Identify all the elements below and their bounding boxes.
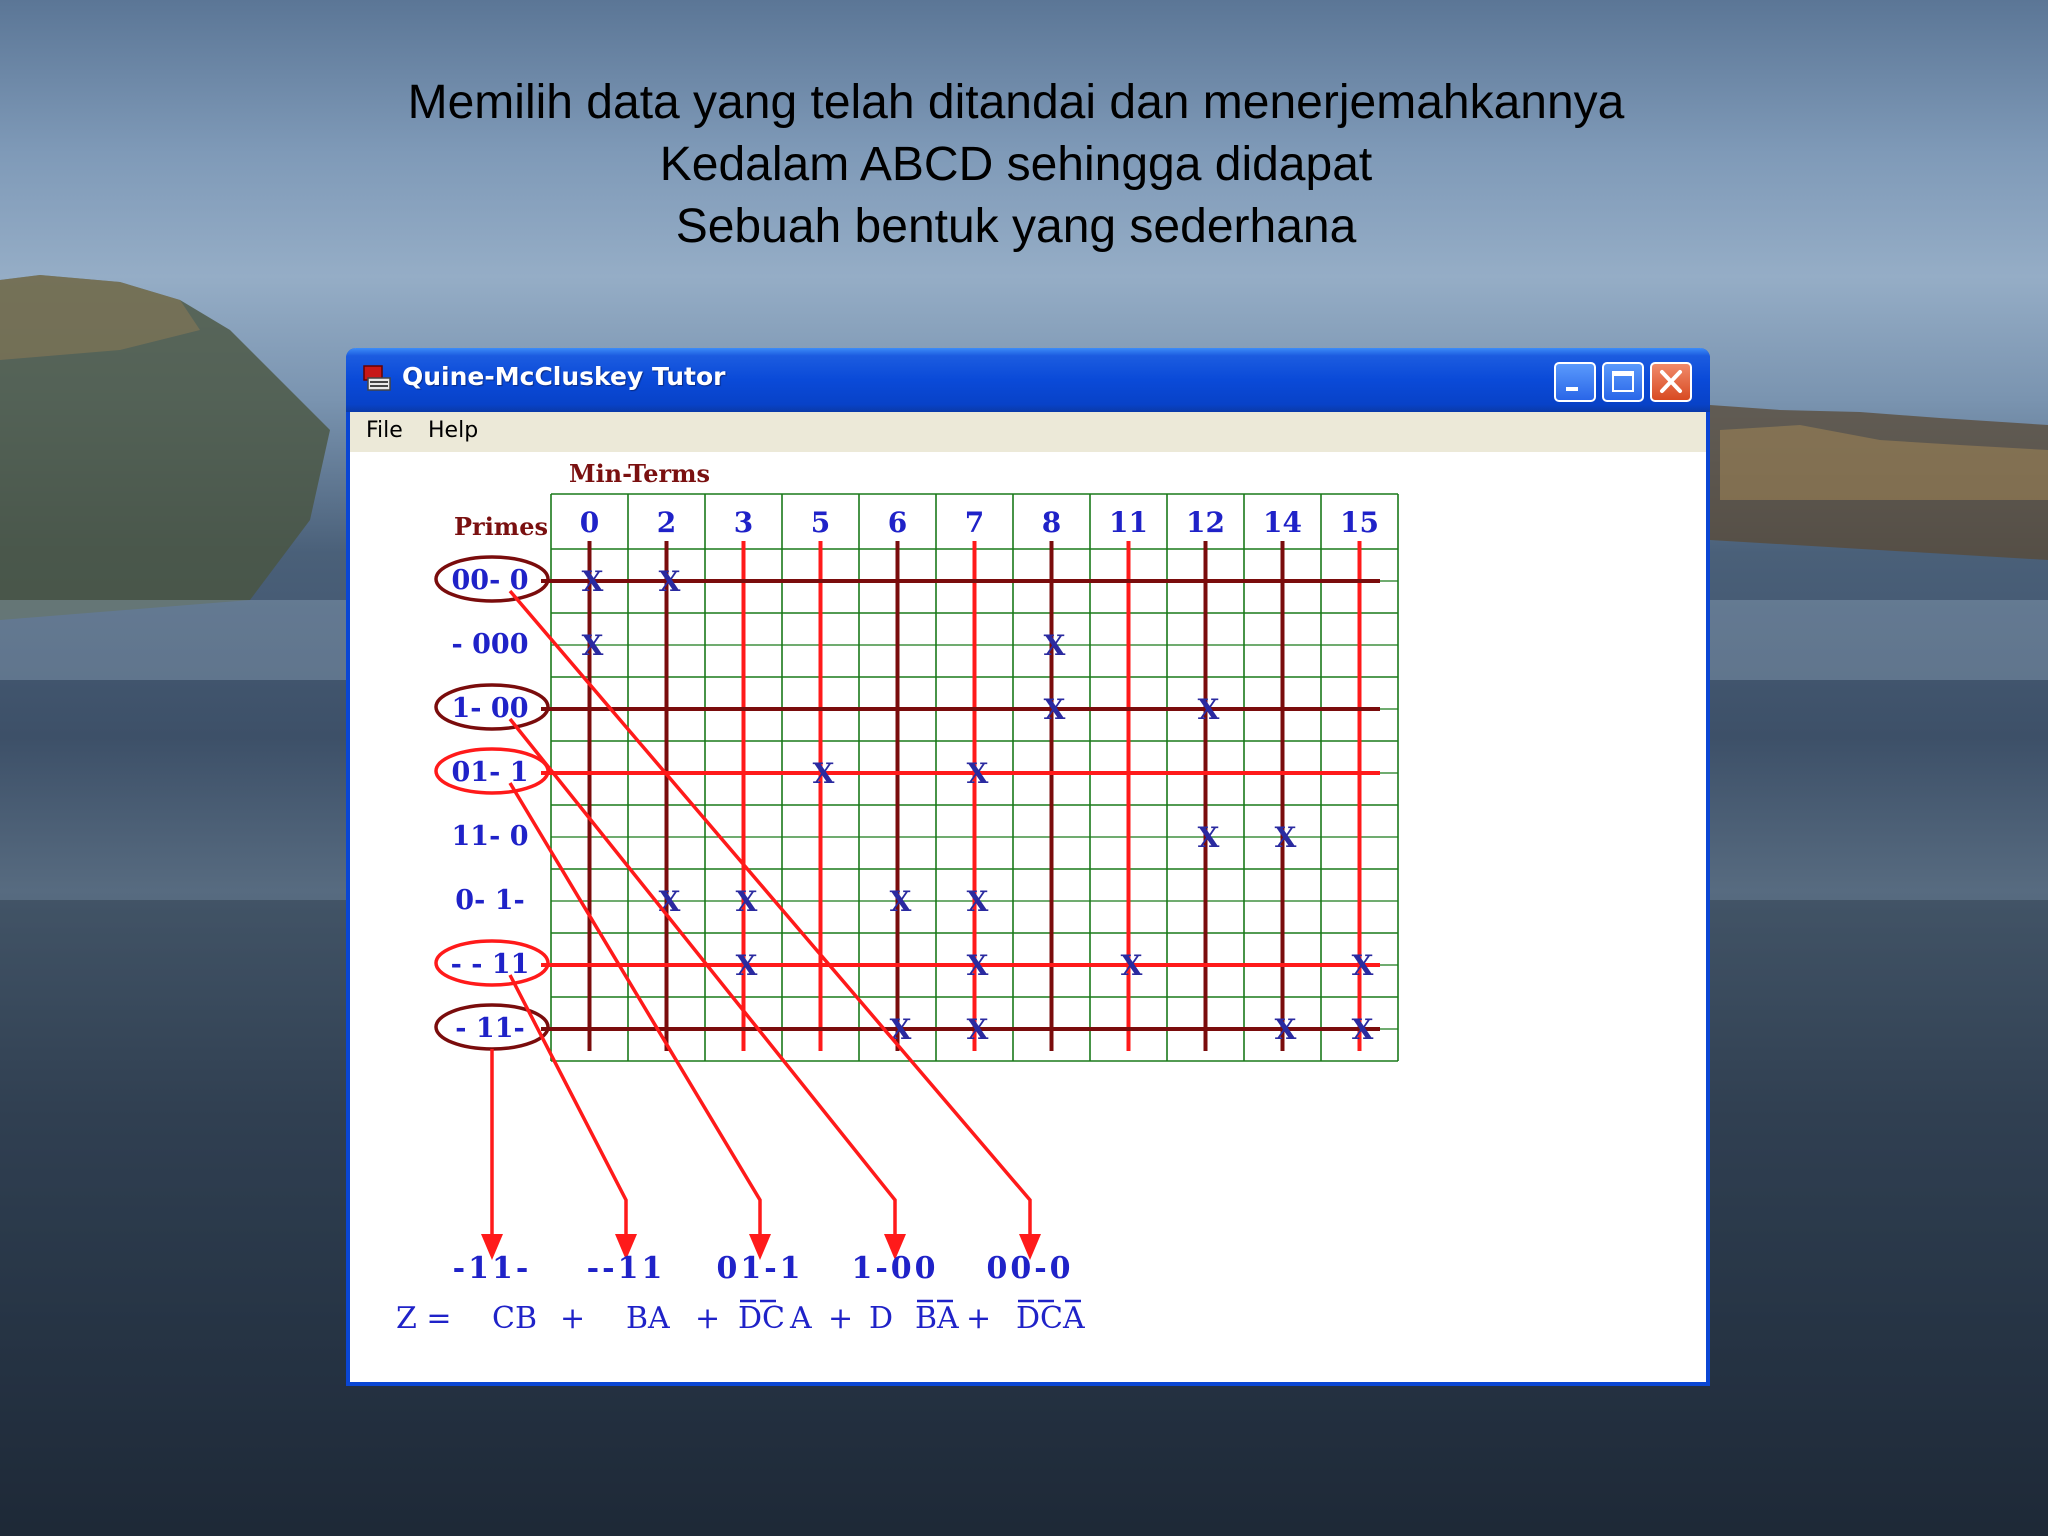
equation-plus: + <box>560 1301 586 1336</box>
minterm-header: 11 <box>1109 506 1148 539</box>
prime-label: - 11- <box>455 1013 525 1044</box>
coverage-mark: X <box>1120 949 1143 982</box>
equation-term: A <box>1063 1301 1085 1336</box>
equation-plus: + <box>966 1301 992 1336</box>
minterm-header: 12 <box>1186 506 1225 539</box>
minterms-label: Min-Terms <box>569 459 711 488</box>
coverage-mark: X <box>966 1013 989 1046</box>
equation-plus: + <box>828 1301 854 1336</box>
coverage-mark: X <box>966 949 989 982</box>
coverage-mark: X <box>1197 821 1220 854</box>
equation-term: A <box>790 1301 812 1336</box>
prime-label: 0- 1- <box>455 885 525 916</box>
prime-label: - 000 <box>451 629 529 660</box>
maximize-button[interactable] <box>1602 362 1644 402</box>
qm-content <box>350 452 1706 1382</box>
result-term: 01-1 <box>716 1251 804 1286</box>
coverage-mark: X <box>735 885 758 918</box>
equation-term: BA <box>626 1301 670 1336</box>
minterm-header: 2 <box>656 506 677 539</box>
prime-label: - - 11 <box>450 949 530 980</box>
minimize-button[interactable] <box>1554 362 1596 402</box>
coverage-mark: X <box>658 565 681 598</box>
slide-title-line-3: Sebuah bentuk yang sederhana <box>675 200 1357 253</box>
selection-arrow-line <box>510 783 760 1236</box>
equation-term: CB <box>492 1301 537 1336</box>
primes-label: Primes <box>454 512 548 541</box>
selection-arrow-line <box>510 719 895 1236</box>
slide-title <box>0 72 2032 258</box>
app-icon <box>360 362 394 396</box>
minimize-icon <box>1556 364 1594 400</box>
coverage-mark: X <box>735 949 758 982</box>
equation-term: DC <box>1016 1301 1064 1336</box>
close-icon <box>1652 364 1690 400</box>
coverage-mark: X <box>581 629 604 662</box>
coverage-mark: X <box>658 885 681 918</box>
coverage-mark: X <box>581 565 604 598</box>
result-term: 1-00 <box>851 1251 939 1286</box>
coverage-mark: X <box>1274 1013 1297 1046</box>
coverage-mark: X <box>1274 821 1297 854</box>
minterm-header: 7 <box>964 506 985 539</box>
minterm-header: 8 <box>1041 506 1062 539</box>
coverage-mark: X <box>966 885 989 918</box>
minterm-header: 15 <box>1340 506 1379 539</box>
app-window <box>346 348 1710 1386</box>
minterm-header: 14 <box>1263 506 1302 539</box>
coverage-mark: X <box>1043 629 1066 662</box>
prime-label: 00- 0 <box>451 565 529 596</box>
prime-labels <box>436 557 548 1049</box>
coverage-mark: X <box>1351 949 1374 982</box>
close-button[interactable] <box>1650 362 1692 402</box>
coverage-mark: X <box>1043 693 1066 726</box>
minterm-header: 0 <box>579 506 600 539</box>
menu-help[interactable]: Help <box>428 418 479 443</box>
menu-bar <box>350 412 1706 452</box>
equation-term: D <box>869 1301 894 1336</box>
coverage-mark: X <box>966 757 989 790</box>
minterm-header: 6 <box>887 506 908 539</box>
slide-title-line-1: Memilih data yang telah ditandai dan menerjemahkannya <box>407 76 1625 129</box>
equation-term: BA <box>915 1301 959 1336</box>
equation-plus: + <box>695 1301 721 1336</box>
prime-label: 01- 1 <box>451 757 529 788</box>
minterm-headers <box>580 506 1379 539</box>
result-terms <box>453 1251 1074 1286</box>
simplified-equation <box>396 1301 1085 1336</box>
prime-label: 1- 00 <box>451 693 529 724</box>
maximize-icon <box>1604 364 1642 400</box>
window-title: Quine-McCluskey Tutor <box>402 362 726 391</box>
selection-arrows <box>481 591 1041 1260</box>
result-term: 00-0 <box>986 1251 1074 1286</box>
coverage-mark: X <box>1197 693 1220 726</box>
coverage-mark: X <box>812 757 835 790</box>
equation-term: DC <box>738 1301 786 1336</box>
coverage-mark: X <box>889 885 912 918</box>
menu-file[interactable]: File <box>366 418 403 443</box>
equation-lhs: Z = <box>396 1301 452 1336</box>
minterm-header: 5 <box>810 506 831 539</box>
prime-label: 11- 0 <box>451 821 529 852</box>
qm-table-canvas <box>350 452 1706 1382</box>
slide-title-line-2: Kedalam ABCD sehingga didapat <box>659 138 1373 191</box>
minterm-header: 3 <box>733 506 754 539</box>
window-titlebar[interactable] <box>346 348 1710 412</box>
selection-arrow-line <box>510 975 626 1236</box>
coverage-mark: X <box>889 1013 912 1046</box>
coverage-lines <box>541 541 1380 1051</box>
coverage-mark: X <box>1351 1013 1374 1046</box>
result-term: --11 <box>586 1251 666 1286</box>
result-term: -11- <box>452 1251 532 1286</box>
